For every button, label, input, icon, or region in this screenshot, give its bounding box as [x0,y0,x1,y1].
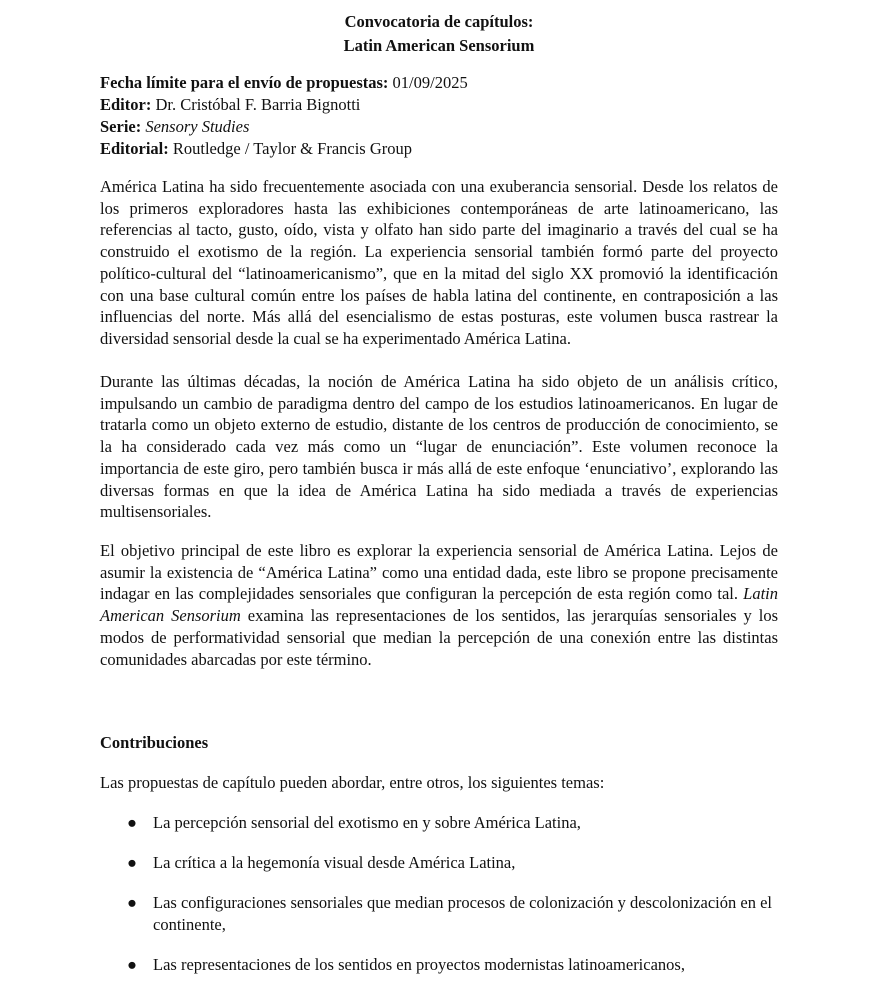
contributions-heading: Contribuciones [100,733,209,752]
topics-list [100,812,778,976]
series-row [100,116,468,138]
list-item: ● La crítica a la hegemonía visual desde América Latina, [127,853,516,872]
book-title-italic: Latin American Sensorium [100,584,778,626]
bullet-icon: ● [127,853,137,872]
deadline-row [100,72,468,94]
list-item: ● La percepción sensorial del exotismo en y sobre América Latina, [127,813,581,832]
series-label: Serie: [100,117,142,136]
editor-value: Dr. Cristóbal F. Barria Bignotti [151,95,361,114]
series-value: Sensory Studies [145,117,250,136]
publisher-label: Editorial: [100,139,169,158]
paragraph-1: América Latina ha sido frecuentemente asociada con una exuberancia sensorial. Desde los relatos de los primeros exploradores hasta las exhibiciones contemporáneas de arte latinoamericano, las referencias al tacto, gusto, oído, vista y olfato han sido parte del imaginario a través del cual se ha construido el exotismo de la región. La experiencia sensorial también formó parte del proyecto político-cultural del “latinoamericanismo”, que en la mitad del siglo XX promovió la identificación con una base cultural común entre los países de habla latina del continente, en contraposición a las influencias del norte. Más allá del esencialismo de estas posturas, este volumen busca rastrear la diversidad sensorial desde la cual se ha experimentado América Latina. [100,177,778,348]
publisher-value: Routledge / Taylor & Francis Group [168,139,413,158]
editor-label: Editor: [100,95,152,114]
paragraph-2: Durante las últimas décadas, la noción de América Latina ha sido objeto de un análisis crítico, impulsando un cambio de paradigma dentro del campo de los estudios latinoamericanos. En lugar de tratarla como un objeto externo de estudio, distante de los centros de producción de conocimiento, se la ha considerado cada vez más como un “lugar de enunciación”. Este volumen reconoce la importancia de este giro, pero también busca ir más allá de este enfoque ‘enunciativo’, explorando las diversas formas en que la idea de América Latina ha sido mediada a través de experiencias multisensoriales. [100,372,778,522]
deadline-label: Fecha límite para el envío de propuestas: [100,73,389,92]
list-item: ● Las representaciones de los sentidos en proyectos modernistas latinoamericanos, [127,955,685,974]
title-line-1: Convocatoria de capítulos: [344,12,534,31]
bullet-icon: ● [127,955,137,974]
paragraph-3 [100,540,778,670]
bullet-icon: ● [127,813,137,832]
list-item: ● Las configuraciones sensoriales que median procesos de colonización y descolonización en el continente, [127,893,772,934]
metadata-block [100,72,468,160]
paragraph-3-part-b: examina las representaciones de los sentidos, las jerarquías sensoriales y los modos de performatividad sensorial que median la percepción de una conexión entre las distintas comunidades abarcadas por este término. [100,606,778,669]
paragraph-3-part-a: El objetivo principal de este libro es explorar la experiencia sensorial de América Latina. Lejos de asumir la existencia de “América Latina” como una entidad dada, este libro se propone precisamente indagar en las complejidades sensoriales que configuran la percepción de esta región como tal. [100,541,778,604]
deadline-value: 01/09/2025 [388,73,468,92]
publisher-row [100,138,468,160]
editor-row [100,94,468,116]
document-title [0,10,878,58]
title-line-2: Latin American Sensorium [343,36,535,55]
bullet-icon: ● [127,893,137,912]
contributions-intro: Las propuestas de capítulo pueden abordar, entre otros, los siguientes temas: [100,773,605,792]
